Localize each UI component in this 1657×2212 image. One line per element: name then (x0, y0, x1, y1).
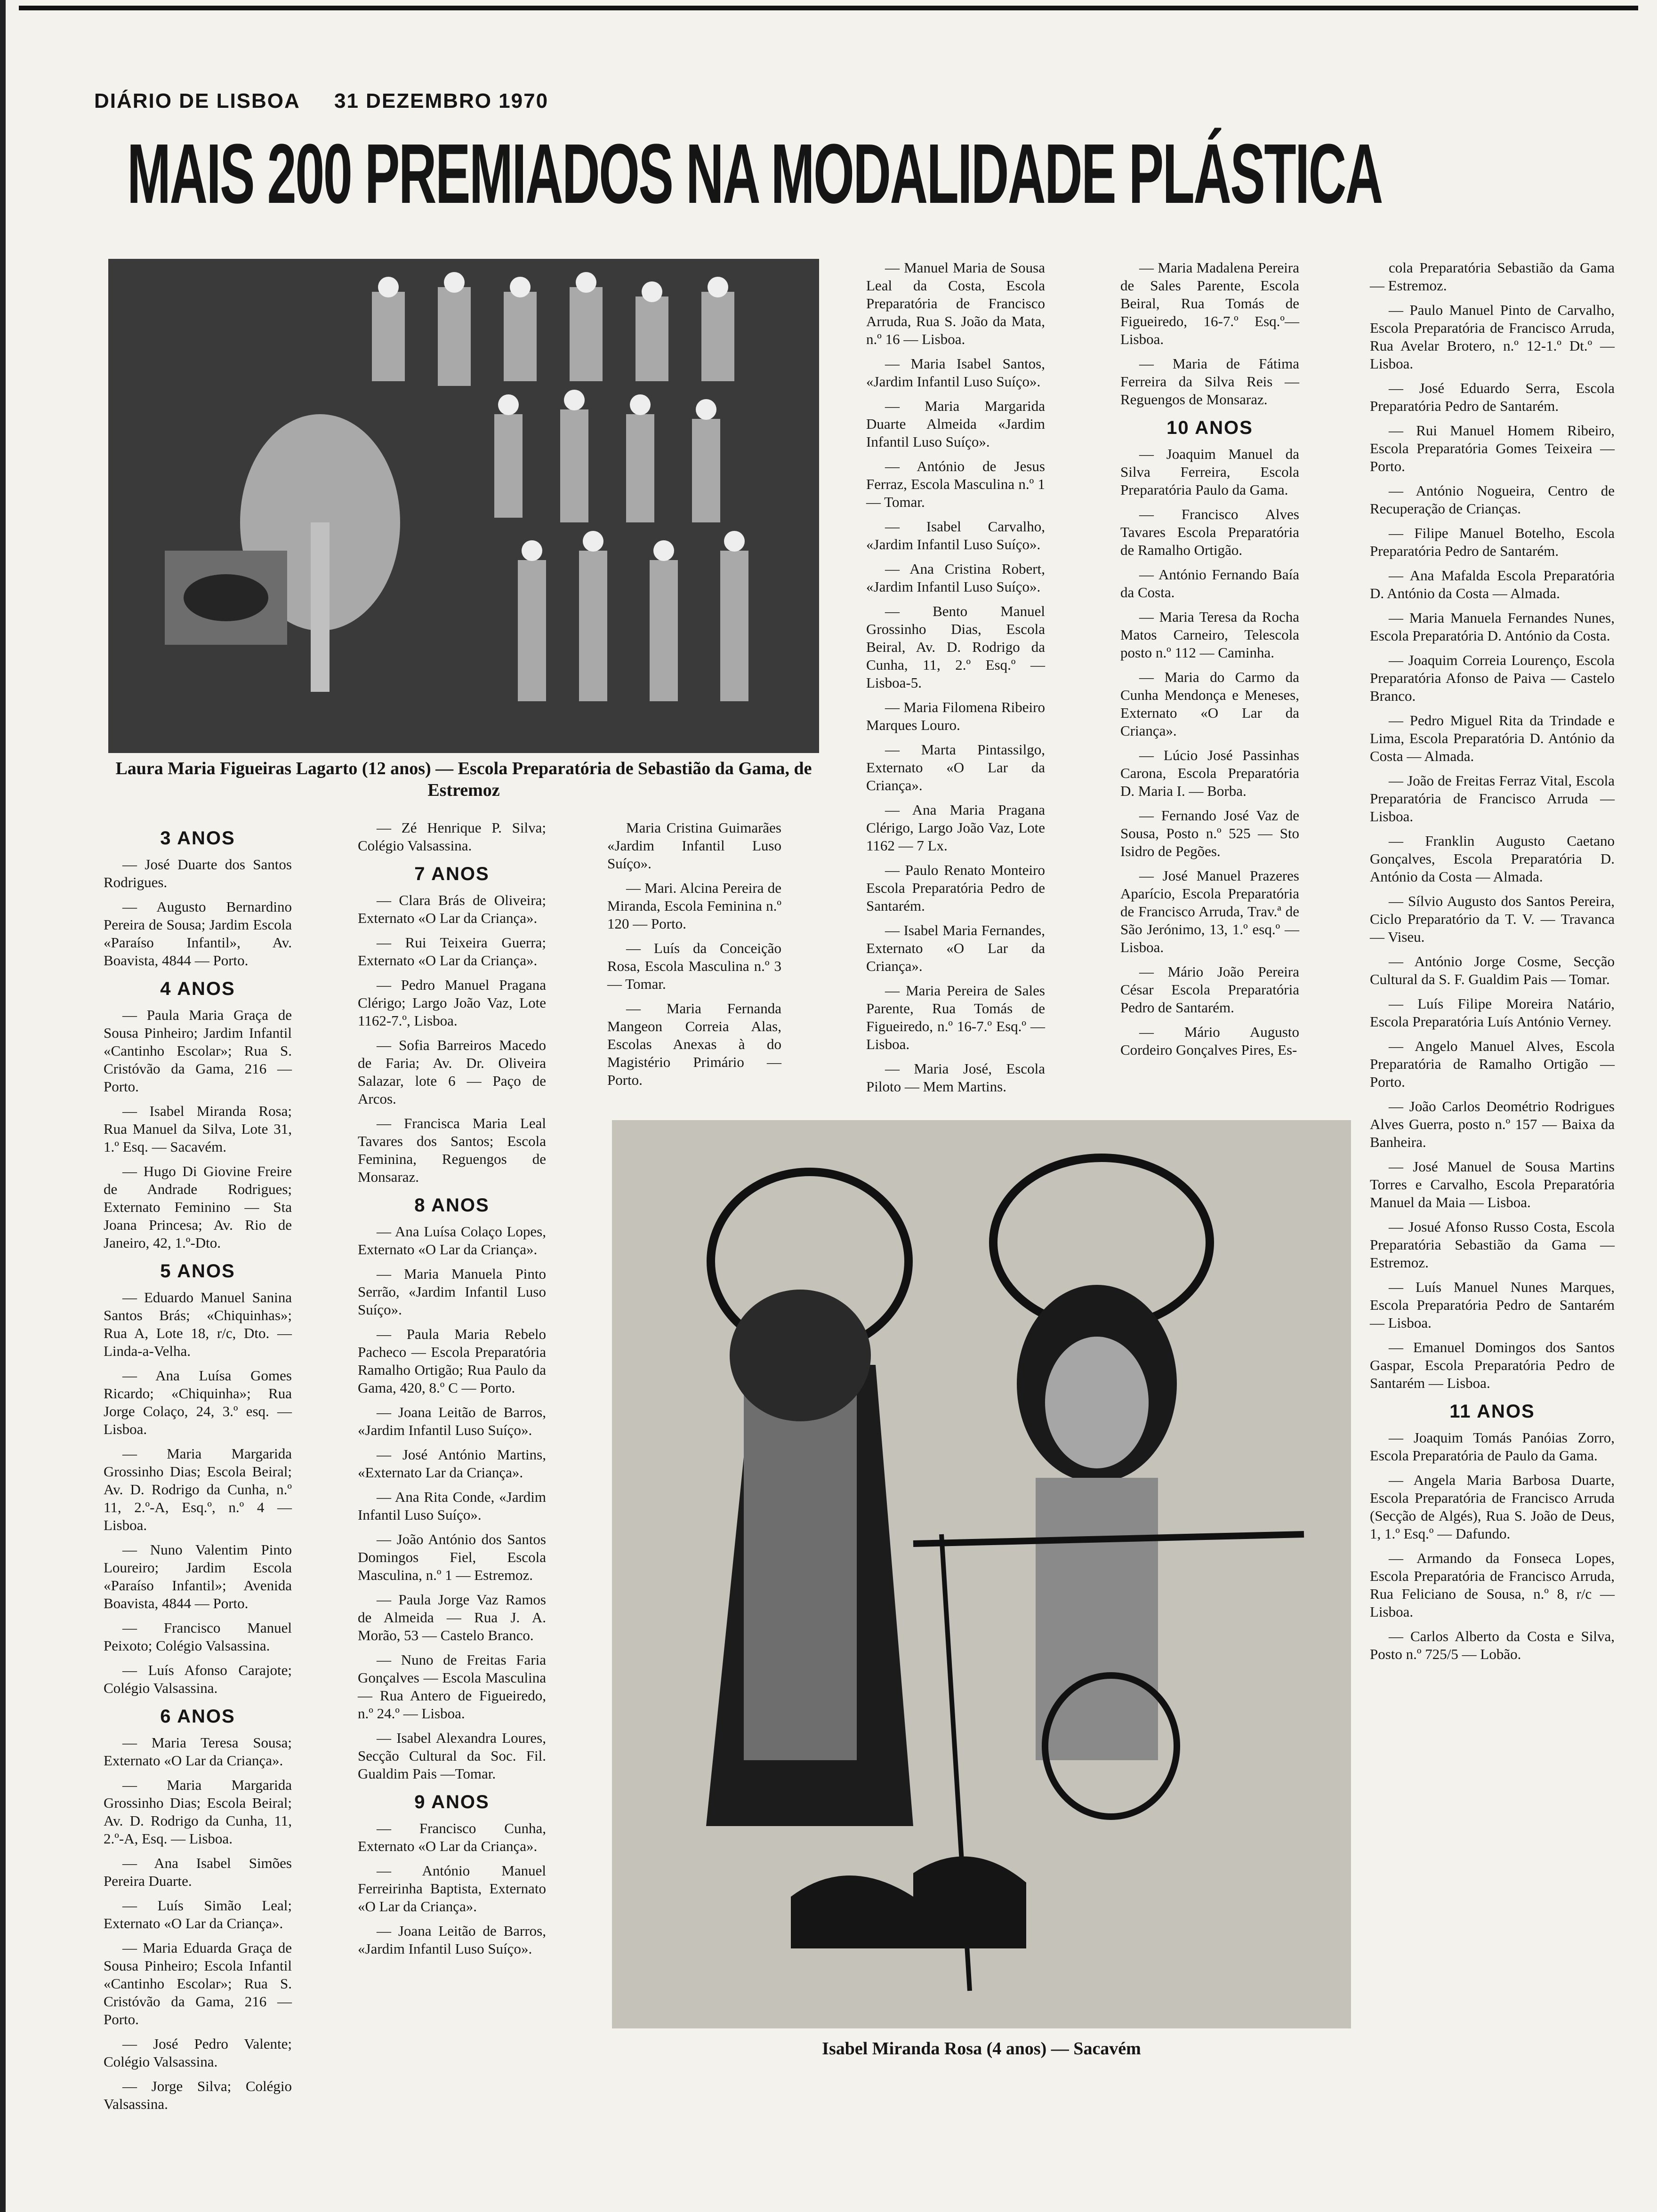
winner-entry: — António de Jesus Ferraz, Escola Masculina n.º 1 — Tomar. (866, 458, 1045, 510)
winner-entry: — Rui Teixeira Guerra; Externato «O Lar da Criança». (358, 934, 546, 969)
winner-entry: — João de Freitas Ferraz Vital, Escola Preparatória de Francisco Arruda — Lisboa. (1370, 772, 1615, 825)
winner-entry: — Ana Rita Conde, «Jardim Infantil Luso Suíço». (358, 1489, 546, 1523)
list-column-6 (1370, 259, 1615, 1670)
winner-entry: — Armando da Fonseca Lopes, Escola Preparatória de Francisco Arruda, Rua Feliciano de Sousa, n.º 8, r/c — Lisboa. (1370, 1550, 1615, 1620)
winner-entry: — Josué Afonso Russo Costa, Escola Preparatória Sebastião da Gama — Estremoz. (1370, 1218, 1615, 1271)
winner-entry: — Isabel Alexandra Loures, Secção Cultural da Soc. Fil. Gualdim Pais —Tomar. (358, 1730, 546, 1782)
age-group-heading: 10 ANOS (1166, 417, 1253, 438)
winner-entry: — Fernando José Vaz de Sousa, Posto n.º 525 — Sto Isidro de Pegões. (1120, 807, 1299, 859)
winner-entry: — Maria Margarida Duarte Almeida «Jardim Infantil Luso Suíço». (866, 398, 1045, 450)
winner-entry: — Ana Cristina Robert, «Jardim Infantil Luso Suíço». (866, 561, 1045, 595)
winner-entry: — José Manuel de Sousa Martins Torres e Carvalho, Escola Preparatória Manuel da Maia — Lisboa. (1370, 1158, 1615, 1210)
drawing-photo-laura-lagarto (108, 259, 819, 753)
list-column-2 (358, 819, 546, 1964)
winner-entry: — Jorge Silva; Colégio Valsassina. (104, 2078, 292, 2112)
scan-edge (0, 0, 6, 2212)
winner-entry: — Maria Filomena Ribeiro Marques Louro. (866, 699, 1045, 733)
winner-entry: — José António Martins, «Externato Lar da Criança». (358, 1446, 546, 1481)
winner-entry: — Maria Teresa Sousa; Externato «O Lar da Criança». (104, 1734, 292, 1769)
age-group-heading: 8 ANOS (414, 1195, 490, 1216)
winner-entry: — Clara Brás de Oliveira; Externato «O Lar da Criança». (358, 892, 546, 926)
age-group-heading: 3 ANOS (160, 828, 235, 849)
winner-entry: — Joaquim Correia Lourenço, Escola Preparatória Afonso de Paiva — Castelo Branco. (1370, 652, 1615, 704)
photo-caption-2: Isabel Miranda Rosa (4 anos) — Sacavém (822, 2039, 1141, 2059)
list-column-5 (1120, 259, 1299, 1066)
winner-entry: — João Carlos Deométrio Rodrigues Alves Guerra, posto n.º 157 — Baixa da Banheira. (1370, 1098, 1615, 1150)
winner-entry: — José Eduardo Serra, Escola Preparatória Pedro de Santarém. (1370, 380, 1615, 414)
winner-entry: — Ana Luísa Gomes Ricardo; «Chiquinha»; Rua Jorge Colaço, 24, 3.º esq. — Lisboa. (104, 1367, 292, 1437)
winner-entry: — Maria do Carmo da Cunha Mendonça e Meneses, Externato «O Lar da Criança». (1120, 669, 1299, 739)
age-group-heading: 5 ANOS (160, 1261, 235, 1282)
winner-entry: — Maria Madalena Pereira de Sales Parente, Escola Beiral, Rua Tomás de Figueiredo, 16-7.º Esq.º— Lisboa. (1120, 259, 1299, 347)
winner-entry: — Maria Manuela Pinto Serrão, «Jardim Infantil Luso Suíço». (358, 1266, 546, 1318)
winner-entry: — Maria Fernanda Mangeon Correia Alas, Escolas Anexas à do Magistério Primário — Porto. (607, 1000, 781, 1088)
winner-entry: — Eduardo Manuel Sanina Santos Brás; «Chiquinhas»; Rua A, Lote 18, r/c, Dto. — Linda-a-Velha. (104, 1289, 292, 1359)
winner-entry: — Paula Jorge Vaz Ramos de Almeida — Rua J. A. Morão, 53 — Castelo Branco. (358, 1591, 546, 1643)
winner-entry: — Paulo Manuel Pinto de Carvalho, Escola Preparatória de Francisco Arruda, Rua Avelar Brotero, n.º 12-1.º Dt.º — Lisboa. (1370, 302, 1615, 372)
winner-entry: — Lúcio José Passinhas Carona, Escola Preparatória D. Maria I. — Borba. (1120, 747, 1299, 799)
winner-entry: — Sílvio Augusto dos Santos Pereira, Ciclo Preparatório da T. V. — Travanca — Viseu. (1370, 893, 1615, 945)
winner-entry: — Francisco Alves Tavares Escola Preparatória de Ramalho Ortigão. (1120, 506, 1299, 558)
top-rule (19, 6, 1638, 10)
winner-entry: — Bento Manuel Grossinho Dias, Escola Beiral, Av. D. Rodrigo da Cunha, 11, 2.º Esq.º — Lisboa-5. (866, 603, 1045, 691)
winner-entry: — Angelo Manuel Alves, Escola Preparatória de Ramalho Ortigão — Porto. (1370, 1038, 1615, 1090)
winner-entry: — Joana Leitão de Barros, «Jardim Infantil Luso Suíço». (358, 1923, 546, 1957)
winner-entry: — Carlos Alberto da Costa e Silva, Posto n.º 725/5 — Lobão. (1370, 1628, 1615, 1662)
winner-entry: — Joaquim Tomás Panóias Zorro, Escola Preparatória de Paulo da Gama. (1370, 1429, 1615, 1464)
winner-entry: — Mário Augusto Cordeiro Gonçalves Pires, Es- (1120, 1024, 1299, 1058)
drawing-photo-isabel-rosa (612, 1120, 1351, 2028)
winner-entry: — Paula Maria Rebelo Pacheco — Escola Preparatória Ramalho Ortigão; Rua Paulo da Gama, 420, 8.º C — Porto. (358, 1326, 546, 1396)
winner-entry: — José Pedro Valente; Colégio Valsassina. (104, 2036, 292, 2070)
photo-caption-1: Laura Maria Figueiras Lagarto (12 anos) — Escola Preparatória de Sebastião da Gama, de Estremoz (115, 759, 812, 800)
winner-entry: — Isabel Miranda Rosa; Rua Manuel da Silva, Lote 31, 1.º Esq. — Sacavém. (104, 1103, 292, 1155)
winner-entry: — Marta Pintassilgo, Externato «O Lar da Criança». (866, 741, 1045, 793)
winner-entry: — José Manuel Prazeres Aparício, Escola Preparatória de Francisco Arruda, Trav.ª de São Jerónimo, 13, 1.º esq.º — Lisboa. (1120, 867, 1299, 955)
age-group-heading: 7 ANOS (414, 864, 490, 884)
winner-entry: — Ana Luísa Colaço Lopes, Externato «O Lar da Criança». (358, 1223, 546, 1258)
winner-entry: — Joana Leitão de Barros, «Jardim Infantil Luso Suíço». (358, 1404, 546, 1438)
winner-entry: — Paulo Renato Monteiro Escola Preparatória Pedro de Santarém. (866, 862, 1045, 914)
newspaper-name: DIÁRIO DE LISBOA (94, 89, 300, 112)
winner-entry: — Luís Manuel Nunes Marques, Escola Preparatória Pedro de Santarém — Lisboa. (1370, 1279, 1615, 1331)
child-drawing-two-saints (612, 1120, 1351, 2028)
winner-entry: — José Duarte dos Santos Rodrigues. (104, 856, 292, 890)
winner-entry: — António Fernando Baía da Costa. (1120, 566, 1299, 601)
list-column-3 (607, 819, 781, 1096)
winner-entry: — Joaquim Manuel da Silva Ferreira, Escola Preparatória Paulo da Gama. (1120, 446, 1299, 498)
winner-entry: — Mari. Alcina Pereira de Miranda, Escola Feminina n.º 120 — Porto. (607, 880, 781, 932)
age-group-heading: 6 ANOS (160, 1706, 235, 1727)
winner-entry: — Maria Margarida Grossinho Dias; Escola Beiral; Av. D. Rodrigo da Cunha, 11, 2.º-A, Esq. — Lisboa. (104, 1777, 292, 1847)
winner-entry: — Maria José, Escola Piloto — Mem Martins. (866, 1060, 1045, 1095)
winner-entry: — Isabel Maria Fernandes, Externato «O Lar da Criança». (866, 922, 1045, 974)
winner-entry: — Luís da Conceição Rosa, Escola Masculina n.º 3 — Tomar. (607, 940, 781, 992)
winner-entry: cola Preparatória Sebastião da Gama — Estremoz. (1370, 259, 1615, 294)
winner-entry: — Ana Isabel Simões Pereira Duarte. (104, 1855, 292, 1889)
winner-entry: — Maria Manuela Fernandes Nunes, Escola Preparatória D. António da Costa. (1370, 609, 1615, 644)
winner-entry: — Sofia Barreiros Macedo de Faria; Av. Dr. Oliveira Salazar, lote 6 — Paço de Arcos. (358, 1037, 546, 1107)
winner-entry: — Emanuel Domingos dos Santos Gaspar, Escola Preparatória Pedro de Santarém — Lisboa. (1370, 1339, 1615, 1391)
child-drawing-figures (108, 259, 819, 753)
winner-entry: — Maria Isabel Santos, «Jardim Infantil Luso Suíço». (866, 355, 1045, 390)
winner-entry: — Nuno de Freitas Faria Gonçalves — Escola Masculina — Rua Antero de Figueiredo, n.º 24.º — Lisboa. (358, 1651, 546, 1722)
winner-entry: — Augusto Bernardino Pereira de Sousa; Jardim Escola «Paraíso Infantil», Av. Boavista, 4844 — Porto. (104, 898, 292, 969)
winner-entry: — Filipe Manuel Botelho, Escola Preparatória Pedro de Santarém. (1370, 525, 1615, 559)
issue-date: 31 DEZEMBRO 1970 (334, 89, 549, 112)
page-headline: MAIS 200 PREMIADOS NA MODALIDADE PLÁSTICA (127, 127, 1382, 221)
winner-entry: — Franklin Augusto Caetano Gonçalves, Escola Preparatória D. António da Costa — Almada. (1370, 833, 1615, 885)
winner-entry: — Maria Eduarda Graça de Sousa Pinheiro; Escola Infantil «Cantinho Escolar»; Rua S. Cristóvão da Gama, 216 — Porto. (104, 1940, 292, 2028)
winner-entry: — Mário João Pereira César Escola Preparatória Pedro de Santarém. (1120, 963, 1299, 1016)
winner-entry: — Zé Henrique P. Silva; Colégio Valsassina. (358, 819, 546, 854)
age-group-heading: 4 ANOS (160, 978, 235, 999)
winner-entry: — Francisca Maria Leal Tavares dos Santos; Escola Feminina, Reguengos de Monsaraz. (358, 1115, 546, 1185)
winner-entry: — Hugo Di Giovine Freire de Andrade Rodrigues; Externato Feminino — Sta Joana Princesa; Av. Rio de Janeiro, 42, 1.º-Dto. (104, 1163, 292, 1251)
winner-entry: — Angela Maria Barbosa Duarte, Escola Preparatória de Francisco Arruda (Secção de Algés), Rua S. João de Deus, 1, 1.º Esq.º — Dafundo. (1370, 1472, 1615, 1542)
winner-entry: — Luís Filipe Moreira Natário, Escola Preparatória Luís António Verney. (1370, 995, 1615, 1030)
winner-entry: Maria Cristina Guimarães «Jardim Infantil Luso Suíço». (607, 819, 781, 872)
winner-entry: — Rui Manuel Homem Ribeiro, Escola Preparatória Gomes Teixeira — Porto. (1370, 422, 1615, 474)
page-header (94, 89, 549, 113)
winner-entry: — Manuel Maria de Sousa Leal da Costa, Escola Preparatória de Francisco Arruda, Rua S. João da Mata, n.º 16 — Lisboa. (866, 259, 1045, 347)
winner-entry: — Isabel Carvalho, «Jardim Infantil Luso Suíço». (866, 518, 1045, 553)
winner-entry: — Maria Margarida Grossinho Dias; Escola Beiral; Av. D. Rodrigo da Cunha, n.º 11, 2.º-A, Esq.º, n.º 4 — Lisboa. (104, 1445, 292, 1533)
winner-entry: — Maria Teresa da Rocha Matos Carneiro, Telescola posto n.º 112 — Caminha. (1120, 609, 1299, 661)
age-group-heading: 11 ANOS (1449, 1401, 1535, 1422)
winner-entry: — Francisco Cunha, Externato «O Lar da Criança». (358, 1820, 546, 1854)
winner-entry: — Maria de Fátima Ferreira da Silva Reis — Reguengos de Monsaraz. (1120, 355, 1299, 408)
winner-entry: — António Manuel Ferreirinha Baptista, Externato «O Lar da Criança». (358, 1862, 546, 1915)
list-column-1 (104, 819, 292, 2120)
winner-entry: — Pedro Manuel Pragana Clérigo; Largo João Vaz, Lote 1162-7.º, Lisboa. (358, 977, 546, 1029)
age-group-heading: 9 ANOS (414, 1792, 490, 1812)
winner-entry: — Pedro Miguel Rita da Trindade e Lima, Escola Preparatória D. António da Costa — Almada. (1370, 712, 1615, 764)
winner-entry: — Francisco Manuel Peixoto; Colégio Valsassina. (104, 1619, 292, 1654)
winner-entry: — Nuno Valentim Pinto Loureiro; Jardim Escola «Paraíso Infantil»; Avenida Boavista, 4844 — Porto. (104, 1541, 292, 1611)
winner-entry: — António Nogueira, Centro de Recuperação de Crianças. (1370, 482, 1615, 517)
winner-entry: — Luís Afonso Carajote; Colégio Valsassina. (104, 1662, 292, 1696)
winner-entry: — Luís Simão Leal; Externato «O Lar da Criança». (104, 1897, 292, 1931)
list-column-4 (866, 259, 1045, 1102)
winner-entry: — Ana Mafalda Escola Preparatória D. António da Costa — Almada. (1370, 567, 1615, 601)
winner-entry: — Ana Maria Pragana Clérigo, Largo João Vaz, Lote 1162 — 7 Lx. (866, 801, 1045, 854)
winner-entry: — Paula Maria Graça de Sousa Pinheiro; Jardim Infantil «Cantinho Escolar»; Rua S. Cristóvão da Gama, 216 — Porto. (104, 1007, 292, 1095)
winner-entry: — Maria Pereira de Sales Parente, Rua Tomás de Figueiredo, n.º 16-7.º Esq.º — Lisboa. (866, 982, 1045, 1052)
winner-entry: — João António dos Santos Domingos Fiel, Escola Masculina, n.º 1 — Estremoz. (358, 1531, 546, 1583)
winner-entry: — António Jorge Cosme, Secção Cultural da S. F. Gualdim Pais — Tomar. (1370, 953, 1615, 987)
